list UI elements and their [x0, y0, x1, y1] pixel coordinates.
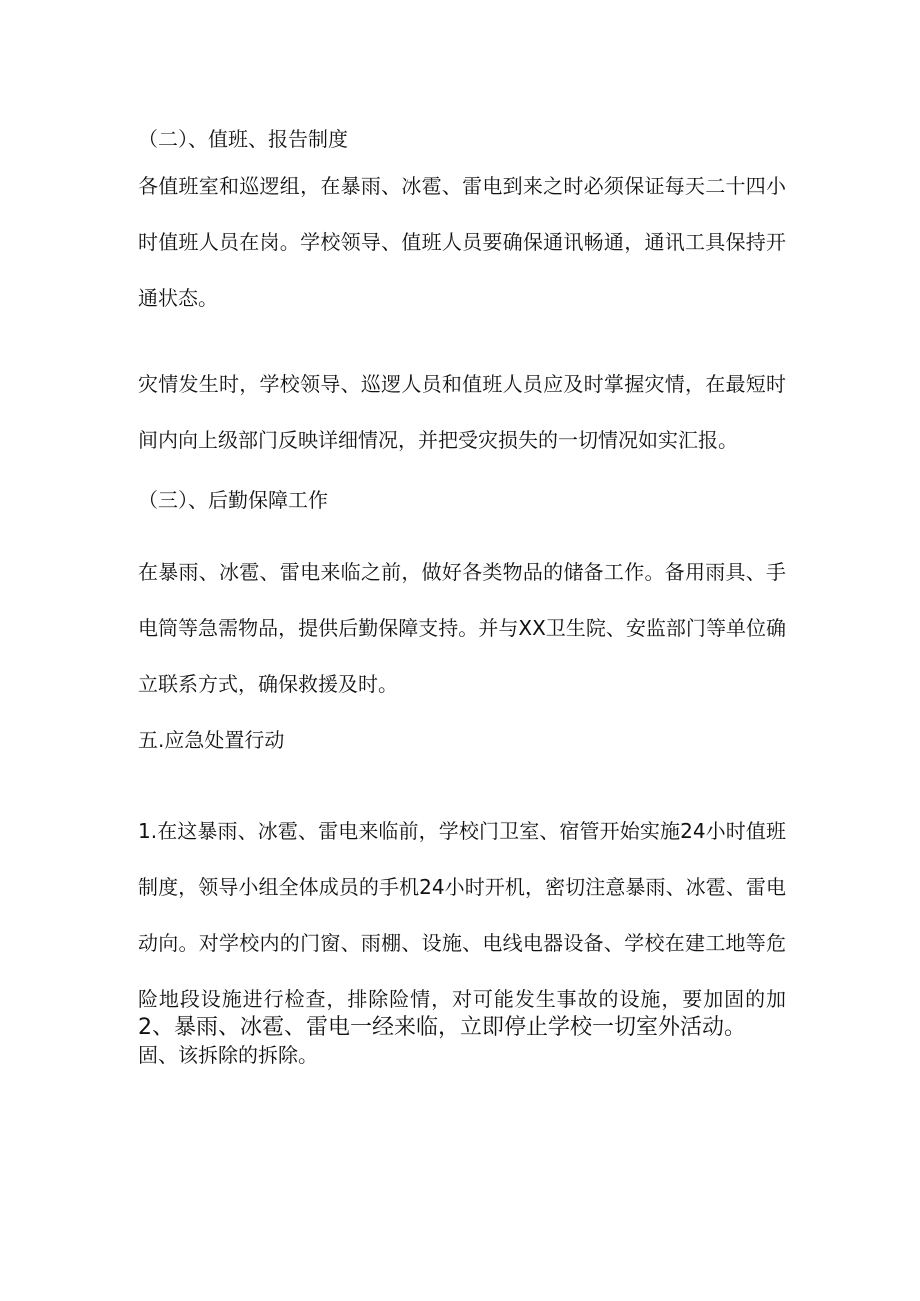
duty-report-heading: （二）、值班、报告制度: [138, 127, 348, 151]
logistics-paragraph: 在暴雨、冰雹、雷电来临之前，做好各类物品的储备工作。备用雨具、手电筒等急需物品，提供后勤保障支持。并与XX卫生院、安监部门等单位确立联系方式，确保救援及时。: [138, 560, 786, 696]
action-item-1: 1.在这暴雨、冰雹、雷电来临前，学校门卫室、宿管开始实施24小时值班制度，领导小组全体成员的手机24小时开机，密切注意暴雨、冰雹、雷电动向。对学校内的门窗、雨棚、设施、电线电器设备、学校在建工地等危险地段设施进行检查，排除险情，对可能发生事故的设施，要加固的加固、该拆除的拆除。: [138, 819, 786, 1067]
disaster-report-paragraph: 灾情发生时，学校领导、巡逻人员和值班人员应及时掌握灾情，在最短时间内向上级部门反映详细情况，并把受灾损失的一切情况如实汇报。: [138, 372, 786, 452]
duty-paragraph: 各值班室和巡逻组，在暴雨、冰雹、雷电到来之时必须保证每天二十四小时值班人员在岗。学校领导、值班人员要确保通讯畅通，通讯工具保持开通状态。: [138, 174, 786, 310]
action-item-2: 2、暴雨、冰雹、雷电一经来临，立即停止学校一切室外活动。: [138, 1015, 746, 1040]
emergency-action-heading: 五.应急处置行动: [138, 728, 285, 752]
logistics-heading: （三）、后勤保障工作: [138, 488, 328, 512]
